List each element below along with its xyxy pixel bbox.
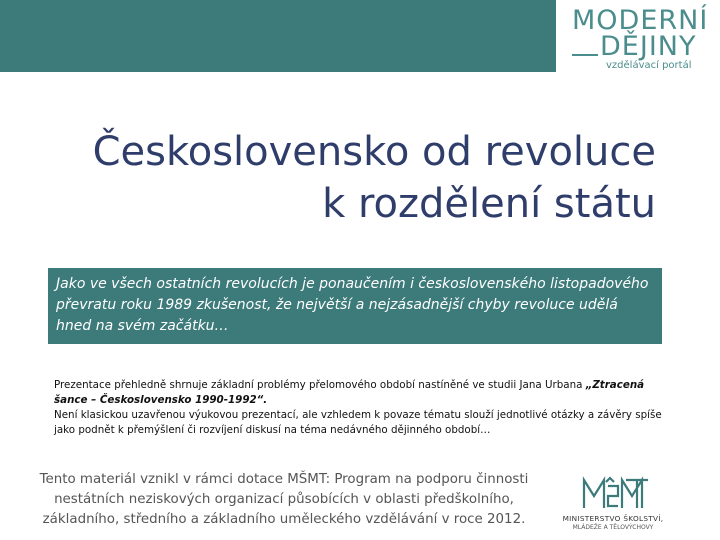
- quote-box: [48, 268, 662, 344]
- moderni-dejiny-logo[interactable]: [566, 4, 716, 72]
- logo-line-1: MODERNÍ: [572, 5, 709, 36]
- title-line-2: k rozdělení státu: [322, 181, 656, 227]
- book-title: „Ztracená šance – Československo 1990-1992“.: [54, 379, 645, 406]
- msmt-logo-icon: [578, 472, 648, 512]
- description-text-1: Prezentace přehledně shrnuje základní problémy přelomového období nastíněné ve studii Jana Urbana: [54, 379, 586, 391]
- funding-note: Tento materiál vznikl v rámci dotace MŠMT: Program na podporu činnosti nestátních neziskových organizací působících v oblasti předškolního, základního, středního a základního uměleckého vzdělávání v roce 2012.: [39, 472, 529, 527]
- description-paragraph-2: Není klasickou uzavřenou výukovou prezentací, ale vzhledem k povaze tématu slouží jednotlivé otázky a závěry spíše jako podnět k přemýšlení či rozvíjení diskusí na téma nedávného dějinného období…: [54, 409, 662, 436]
- title-line-1: Československo od revoluce: [92, 129, 656, 175]
- description: [54, 378, 664, 438]
- ministry-block: [552, 472, 674, 536]
- slide-title: [56, 126, 656, 230]
- ministry-name-line-2: MLÁDEŽE A TĚLOVÝCHOVY: [572, 524, 654, 531]
- ministry-name-line-1: MINISTERSTVO ŠKOLSTVÍ,: [562, 514, 664, 523]
- logo-line-2: [572, 32, 696, 62]
- logo-line-2-text: DĚJINY: [600, 31, 697, 62]
- quote-text: Jako ve všech ostatních revolucích je ponaučením i československého listopadového převratu roku 1989 zkušenost, že největší a nejzásadnější chyby revoluce udělá hned na svém začátku…: [56, 276, 649, 334]
- description-paragraph-1: [54, 378, 664, 408]
- logo-tagline: vzdělávací portál: [606, 60, 692, 71]
- header-band: [0, 0, 556, 72]
